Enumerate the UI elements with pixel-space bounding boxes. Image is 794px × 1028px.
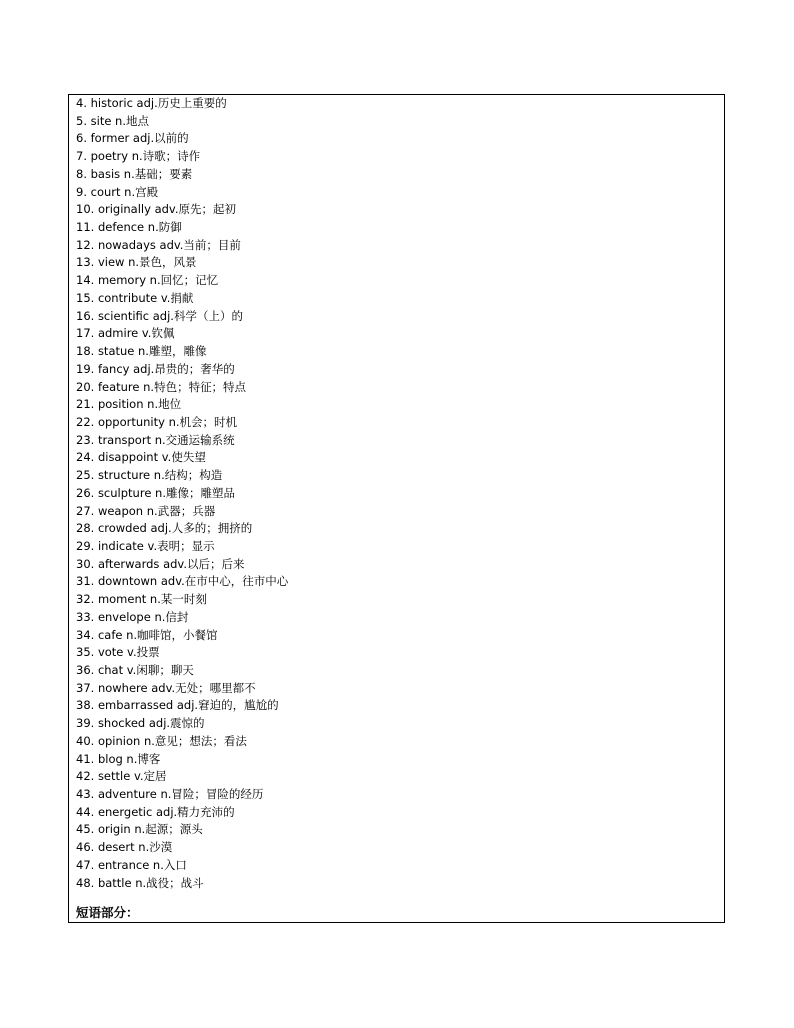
vocabulary-item: 19. fancy adj.昂贵的；奢华的 <box>76 361 235 376</box>
vocabulary-item: 7. poetry n.诗歌；诗作 <box>76 149 201 164</box>
vocabulary-item: 30. afterwards adv.以后；后来 <box>76 556 245 571</box>
vocabulary-item: 29. indicate v.表明；显示 <box>76 538 215 553</box>
vocabulary-item: 17. admire v.钦佩 <box>76 326 175 341</box>
vocabulary-item: 44. energetic adj.精力充沛的 <box>76 804 235 819</box>
vocabulary-item: 39. shocked adj.震惊的 <box>76 716 205 731</box>
vocabulary-item: 15. contribute v.捐献 <box>76 290 194 305</box>
vocabulary-item: 31. downtown adv.在市中心，往市中心 <box>76 574 289 589</box>
vocabulary-item: 21. position n.地位 <box>76 397 182 412</box>
vocabulary-item: 37. nowhere adv.无处；哪里都不 <box>76 680 256 695</box>
vocabulary-item: 22. opportunity n.机会；时机 <box>76 414 238 429</box>
vocabulary-item: 26. sculpture n.雕像；雕塑品 <box>76 485 235 500</box>
vocabulary-item: 18. statue n.雕塑，雕像 <box>76 344 207 359</box>
vocabulary-item: 38. embarrassed adj.窘迫的，尴尬的 <box>76 698 279 713</box>
vocabulary-item: 14. memory n.回忆；记忆 <box>76 273 219 288</box>
vocabulary-item: 43. adventure n.冒险；冒险的经历 <box>76 787 264 802</box>
vocabulary-item: 10. originally adv.原先；起初 <box>76 202 236 217</box>
vocabulary-item: 27. weapon n.武器；兵器 <box>76 503 216 518</box>
vocabulary-item: 12. nowadays adv.当前；目前 <box>76 237 241 252</box>
vocabulary-item: 13. view n.景色，风景 <box>76 255 197 270</box>
vocabulary-item: 47. entrance n.入口 <box>76 857 187 872</box>
vocabulary-item: 36. chat v.闲聊；聊天 <box>76 663 194 677</box>
vocabulary-item: 42. settle v.定居 <box>76 769 167 784</box>
vocabulary-item: 9. court n.宫殿 <box>76 184 159 199</box>
section-heading-phrases: 短语部分： <box>76 905 139 920</box>
vocabulary-item: 46. desert n.沙漠 <box>76 840 173 855</box>
vocabulary-item: 4. historic adj.历史上重要的 <box>76 96 227 110</box>
vocabulary-item: 20. feature n.特色；特征；特点 <box>76 379 247 394</box>
vocabulary-item: 34. cafe n.咖啡馆，小餐馆 <box>76 627 218 642</box>
vocabulary-item: 48. battle n.战役；战斗 <box>76 875 204 890</box>
vocabulary-item: 23. transport n.交通运输系统 <box>76 432 235 447</box>
vocabulary-item: 11. defence n.防御 <box>76 220 182 235</box>
vocabulary-item: 24. disappoint v.使失望 <box>76 450 206 465</box>
table-cell-frame <box>68 94 725 923</box>
vocabulary-item: 6. former adj.以前的 <box>76 131 189 146</box>
vocabulary-item: 5. site n.地点 <box>76 113 149 128</box>
vocabulary-item: 28. crowded adj.人多的；拥挤的 <box>76 521 253 536</box>
vocabulary-item: 35. vote v.投票 <box>76 645 160 660</box>
vocabulary-item: 16. scientific adj.科学（上）的 <box>76 308 243 323</box>
vocabulary-item: 32. moment n.某一时刻 <box>76 592 207 607</box>
vocabulary-item: 40. opinion n.意见；想法；看法 <box>76 733 247 748</box>
vocabulary-item: 8. basis n.基础；要素 <box>76 166 193 181</box>
vocabulary-item: 25. structure n.结构；构造 <box>76 468 223 483</box>
vocabulary-item: 33. envelope n.信封 <box>76 609 189 624</box>
vocabulary-item: 45. origin n.起源；源头 <box>76 822 203 837</box>
vocabulary-list <box>76 95 288 892</box>
vocabulary-item: 41. blog n.博客 <box>76 751 161 766</box>
